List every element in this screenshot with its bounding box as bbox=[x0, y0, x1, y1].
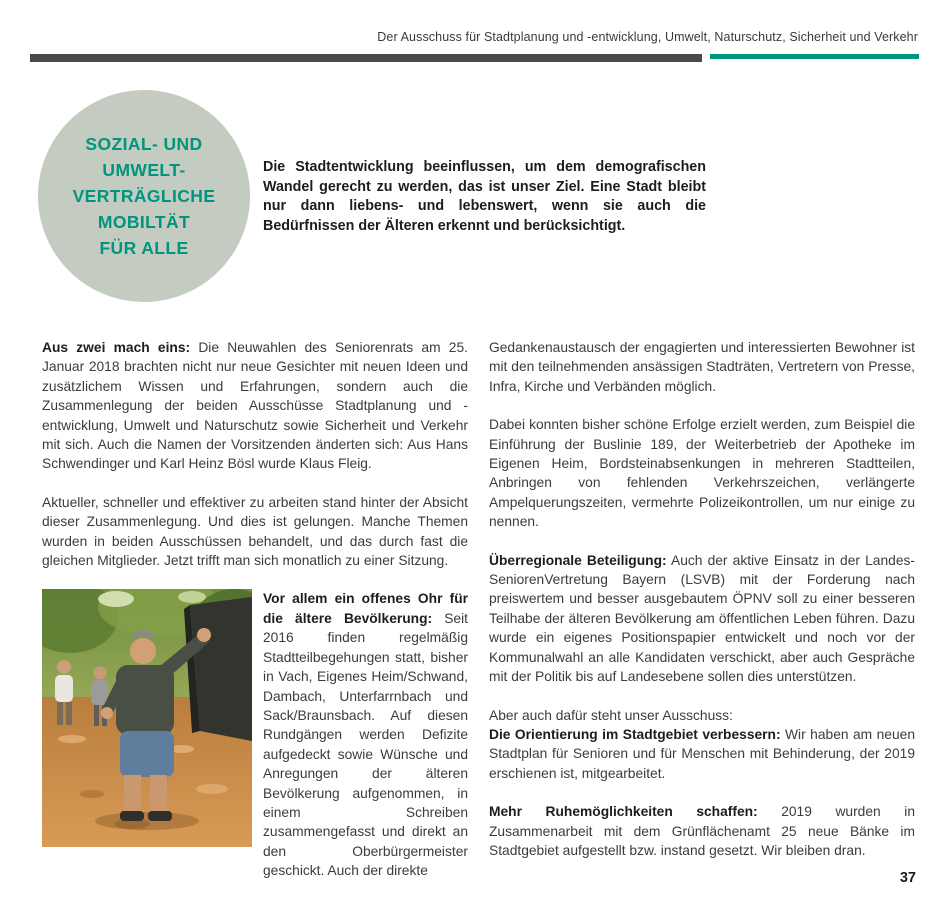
topic-badge-line: SOZIAL- UND bbox=[85, 134, 203, 154]
lead-orientierung-stadtgebiet: Die Orientierung im Stadtgebiet verbessern: bbox=[489, 726, 781, 742]
header-rule bbox=[30, 54, 919, 62]
playground-photo bbox=[42, 589, 252, 847]
body-columns bbox=[42, 338, 915, 900]
topic-badge-text bbox=[73, 131, 216, 261]
topic-badge-line: VERTRÄGLICHE bbox=[72, 186, 216, 206]
right-col-paragraph-3-text: Auch der aktive Einsatz in der Landes-SeniorenVertretung Bayern (LSVB) mit der Forderung nach preiswertem und besser ausgebautem ÖPNV soll zu einer besseren Teilhabe der älteren Bevölkerung am öffentlichen Leben führen. Dazu wurde ein eigenes Positionspapier entwickelt und noch vor der Kommunalwahl an alle Kandidaten verschickt, aber auch Gespräche mit der Politik bis auf Landesebene sollen dies unterstützen. bbox=[489, 552, 915, 685]
topic-badge-line: FÜR ALLE bbox=[99, 238, 189, 258]
lead-offenes-ohr: Vor allem ein offenes Ohr für die ältere Bevölkerung: bbox=[263, 591, 468, 626]
left-col-paragraph-3 bbox=[263, 589, 468, 880]
header-rule-dark-segment bbox=[30, 54, 702, 62]
right-col-paragraph-2: Dabei konnten bisher schöne Erfolge erzielt werden, zum Beispiel die Einführung der Buslinie 189, der Weiterbetrieb der Apotheke im Eigenen Heim, Bordsteinabsenkungen in mehreren Stadtteilen, Anbringen von fehlenden Verkehrszeichen, verlängerte Ampelquerungszeiten, vermehrte Polizeikontrollen, um nur einige zu nennen. bbox=[489, 417, 915, 530]
topic-badge-line: MOBILTÄT bbox=[97, 212, 191, 232]
right-col-paragraph-6 bbox=[489, 802, 915, 860]
header-rule-teal-segment bbox=[710, 54, 919, 59]
header-title: Der Ausschuss für Stadtplanung und -entwicklung, Umwelt, Naturschutz, Sicherheit und Verkehr bbox=[377, 30, 918, 44]
right-col-paragraph-5 bbox=[489, 725, 915, 783]
left-col-paragraph-3-text: Seit 2016 finden regelmäßig Stadtteilbegehungen statt, bisher in Vach, Eigenes Heim/Schwand, Dambach, Unterfarrnbach und Sack/Braunsbach. Auf diesen Rundgängen werden Defizite aufgedeckt sowie Wünsche und Anregungen der älteren Bevölkerung aufgenommen, in einem Schreiben zusammengefasst und direkt an den Oberbürgermeister geschickt. Auch der direkte bbox=[263, 610, 468, 879]
right-col-paragraph-5-text: Wir haben am neuen Stadtplan für Senioren und für Menschen mit Behinderung, der 2019 erschienen ist, mitgearbeitet. bbox=[489, 726, 915, 781]
right-col-paragraph-4: Aber auch dafür steht unser Ausschuss: bbox=[489, 707, 733, 723]
photo-and-caption-row bbox=[42, 589, 468, 899]
right-col-paragraph-3 bbox=[489, 551, 915, 687]
lead-aus-zwei-mach-eins: Aus zwei mach eins: bbox=[42, 340, 191, 355]
topic-badge-line: UMWELT- bbox=[102, 160, 186, 180]
left-col-paragraph-1-text: Die Neuwahlen des Seniorenrats am 25. Januar 2018 brachten nicht nur neue Gesichter mit neuen Ideen und zusätzlichem Wissen und Erfahrungen, sondern auch die Zusammenlegung der beiden Ausschüsse Stadtplanung und -entwicklung, Umwelt und Naturschutz sowie Sicherheit und Verkehr mit sich. Auch die Namen der Vorsitzenden änderten sich: Aus Hans Schwendinger und Karl Heinz Bösl wurde Klaus Fleig. bbox=[42, 340, 468, 472]
intro-paragraph: Die Stadtentwicklung beeinflussen, um dem demografischen Wandel gerecht zu werden, das ist unser Ziel. Eine Stadt bleibt nur dann liebens- und lebenswert, wenn sie auch die Bedürfnissen der Älteren erkennt und berücksichtigt. bbox=[263, 159, 706, 234]
left-col-paragraph-1 bbox=[42, 338, 468, 474]
left-column bbox=[42, 338, 468, 900]
lead-mehr-ruhemoeglichkeiten: Mehr Ruhemöglichkeiten schaffen: bbox=[489, 804, 758, 820]
topic-badge-circle bbox=[38, 90, 250, 302]
right-col-paragraph-6-text: 2019 wurden in Zusammenarbeit mit dem Grünflächenamt 25 neue Bänke im Stadtgebiet aufgestellt bzw. instand gesetzt. Wir bleiben dran. bbox=[489, 804, 915, 858]
right-column bbox=[489, 338, 915, 900]
lead-ueberregionale-beteiligung: Überregionale Beteiligung: bbox=[489, 552, 667, 568]
right-col-paragraph-1: Gedankenaustausch der engagierten und interessierten Bewohner ist mit den teilnehmenden ansässigen Stadträten, Vertretern von Presse, Infra, Kirche und Verbänden möglich. bbox=[489, 340, 915, 394]
page-number: 37 bbox=[899, 870, 916, 886]
left-col-paragraph-2: Aktueller, schneller und effektiver zu arbeiten stand hinter der Absicht dieser Zusammenlegung. Und dies ist gelungen. Manche Themen wurden in beiden Ausschüssen behandelt, und das durch fast die gleichen Mitglieder. Jetzt trifft man sich monatlich zu einer Sitzung. bbox=[42, 494, 468, 569]
